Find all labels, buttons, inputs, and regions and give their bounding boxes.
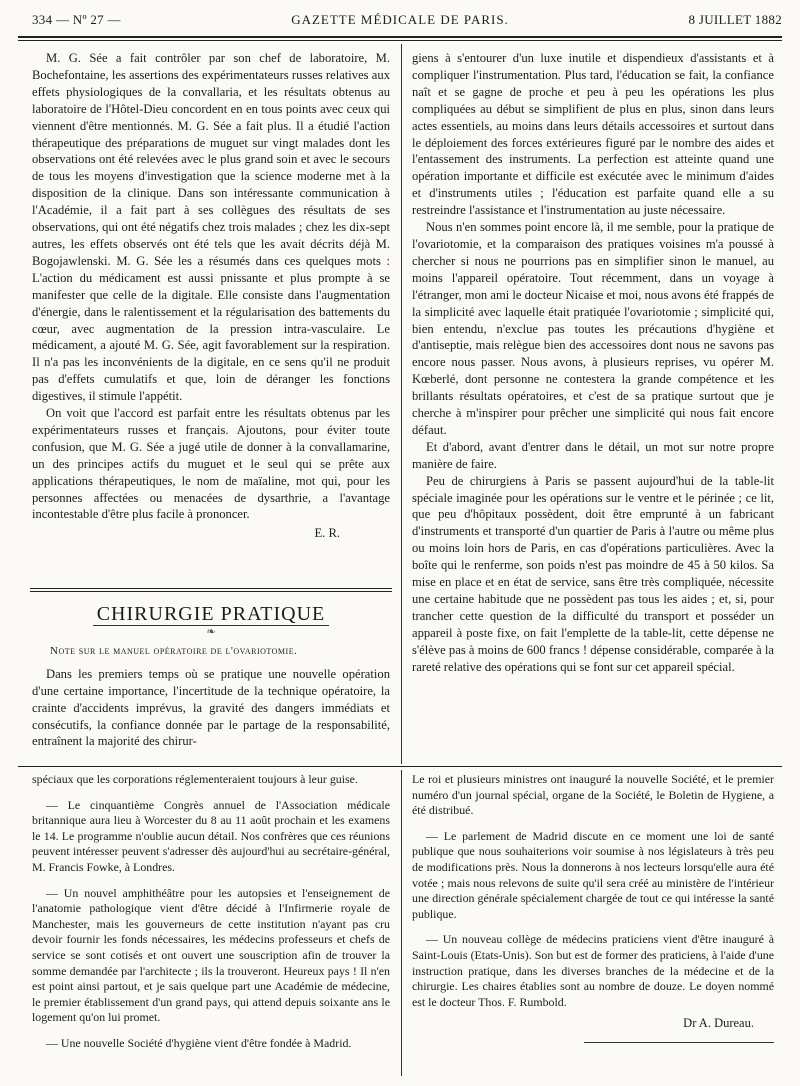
- header-rule-thin: [18, 40, 782, 41]
- article-paragraph: Dans les premiers temps où se pratique une nouvelle opération d'une certaine importance, l'incertitude de la technique opératoire, la crainte d'accidents imprévus, la gravité des dangers immédiats et consécutifs, la confiance donnée par le partage de la responsabilité, entraînent la majorité des chirur-: [32, 666, 390, 749]
- news-paragraph: spéciaux que les corporations réglementeraient toujours à leur guise.: [32, 772, 358, 786]
- news-item: — Un nouvel amphithéâtre pour les autopsies et l'enseignement de l'anatomie pathologique vient d'être décidé à l'Infirmerie royale de Manchester, mais les gouverneurs de cette institution n'ayant pas cru devoir fournir les fonds nécessaires, les médecins professeurs et chefs de service se sont cotisés et ont ouvert une souscription afin de trouver la somme demandée par l'architecte ; ils la trouveront. Heureux pays ! Il n'en est point ainsi partout, et je sais quelque part une Académie de médecine, le premier établissement d'un grand pays, qui attend depuis soixante ans le logement qu'on lui promet.: [32, 885, 390, 1025]
- page-number: 334 — Nº 27 —: [32, 12, 121, 27]
- article-paragraph: Nous n'en sommes point encore là, il me semble, pour la pratique de l'ovariotomie, et la comparaison des pratiques voisines m'a poussé à chercher si nous ne pourrions pas en simplifier sinon le manuel, au moins l'appareil opératoire. Tout récemment, dans un voyage à l'étranger, mon ami le docteur Nicaise et moi, nous avons été frappés de la simplicité avec laquelle était pratiquée l'ovariotomie ; simplicité qui, bien entendu, n'exclue pas toutes les précautions d'hygiène et d'antiseptie, mais relègue bien des accessoires dont nous ne savons pas encore nous passer. Nous avons, à plusieurs reprises, vu opérer M. Kœberlé, dont personne ne contestera la grande compétence et les brillants résultats opératoires, et c'est de sa pratique surtout que je cherche à m'inspirer pour prêcher une simplicité qui nous fait encore défaut.: [412, 220, 774, 437]
- author-signature: Dr A. Dureau.: [683, 1016, 754, 1031]
- right-column-top: [412, 50, 774, 676]
- header-rule: [18, 36, 782, 38]
- news-item: — Le cinquantième Congrès annuel de l'Association médicale britannique aura lieu à Worcester du 8 au 11 août prochain et les examens le 14. Le programme n'oublie aucun détail. Nos confrères que ces réunions peuvent intéresser peuvent s'adresser dès aujourd'hui au secrétaire-général, M. Francis Fowke, à Londres.: [32, 797, 390, 874]
- issue-date: 8 JUILLET 1882: [688, 12, 782, 27]
- end-rule: [584, 1042, 774, 1043]
- article-paragraph: giens à s'entourer d'un luxe inutile et dispendieux d'assistants et à compliquer l'instrumentation. Plus tard, l'éducation se fait, la confiance naît et se gagne de proche et peu à peu les opérations les plus compliquées au début se simplifient de plus en plus, sinon dans leurs actes essentiels, au moins dans leurs détails accessoires et surtout dans le déploiement des forces extérieures figuré par le nombre des aides et l'entassement des instruments. La perfection est atteinte quand une opération importante et difficile est exécutée avec le minimum d'aides et d'instruments utiles ; l'éducation est parfaite quand elle a su restreindre l'assistance et l'instrumentation au juste nécessaire.: [412, 51, 774, 218]
- article-paragraph: On voit que l'accord est parfait entre les résultats obtenus par les expérimentateurs russes et français. Ajoutons, pour éviter toute confusion, que M. G. Sée a jugé utile de donner à la convallamarine, un des principes actifs du muguet et le seul qui se prête aux applications thérapeutiques, le nom de maïaline, mot qui, pour les personnes affectées ou menacées de dysarthrie, a l'avantage incontestable d'être plus facile à prononcer.: [32, 406, 390, 522]
- journal-title: GAZETTE MÉDICALE DE PARIS.: [291, 12, 509, 27]
- ornament-icon: ❧: [206, 625, 216, 638]
- news-item: — Le parlement de Madrid discute en ce moment une loi de santé publique que nous souhaiterions voir soumise à nos législateurs à très peu de modifications près. Nous la donnerons à nos lecteurs lorsqu'elle aura été votée ; mais nous relevons de suite qu'il sera créé au ministère de l'intérieur une direction générale spécialement chargée de tout ce qui intéresse la santé publique.: [412, 828, 774, 921]
- left-column-bottom: [32, 772, 390, 1056]
- column-divider-bottom: [401, 770, 402, 1076]
- page-header: [18, 8, 782, 34]
- article-paragraph: M. G. Sée a fait contrôler par son chef de laboratoire, M. Bochefontaine, les assertions des expérimentateurs russes relatives aux effets physiologiques de la convallaria, et les résultats obtenus au laboratoire de l'Hôtel-Dieu concordent en en tous points avec ceux qui viennent d'être mentionnés. M. G. Sée a fait plus. Il a étudié l'action thérapeutique des préparations de muguet sur vingt malades dont les observations ont été relevées avec le plus grand soin et avec le secours de tous les moyens d'investigation que la science moderne met à la disposition de la clinique. Dans son intéressante communication à l'Académie, il a fait part à ses collègues des résultats de ses observations, qui ont été négatifs chez trois malades ; chez les dix-sept autres, les effets observés ont été tels que les avait décrits déjà M. Bogojawlenski. M. G. Sée les a résumés dans ces quelques mots : L'action du médicament est aussi pnissante et plus prompte à se manifester que celle de la digitale. Elle consiste dans l'augmentation d'énergie, dans le ralentissement et la régularisation des battements du cœur, avec augmentation de la pression intra-vasculaire. Le médicament, a ajouté M. G. Sée, agit favorablement sur la respiration. Il n'a pas les inconvénients de la digitale, en ce sens qu'il ne produit pas d'effets cumulatifs et que, loin de déranger les fonctions digestives, il stimule l'appétit.: [32, 51, 390, 404]
- section-rule-2: [30, 591, 392, 592]
- section-rule: [30, 588, 392, 589]
- lower-band-rule: [18, 766, 782, 767]
- section-title: CHIRURGIE PRATIQUE: [32, 606, 390, 623]
- article-paragraph: Et d'abord, avant d'entrer dans le détail, un mot sur notre propre manière de faire.: [412, 439, 774, 471]
- section-subtitle: Note sur le manuel opératoire de l'ovariotomie.: [50, 644, 298, 657]
- column-divider-top: [401, 44, 402, 764]
- news-item: — Une nouvelle Société d'hygiène vient d'être fondée à Madrid.: [46, 1035, 352, 1050]
- right-column-bottom: [412, 772, 774, 1043]
- left-column-top: [32, 50, 390, 542]
- article-paragraph: Peu de chirurgiens à Paris se passent aujourd'hui de la table-lit spéciale imaginée pour les opérations sur le ventre et le périnée ; ce lit, que peu d'hôpitaux possèdent, doit être emprunté à un fabricant d'instruments et transporté d'un quartier de Paris à l'autre ou même plus ou moins loin hors de Paris, en cas d'opérations particulières. Avec la boîte qui le renferme, son poids n'est pas moindre de 45 à 50 kilos. Sa mise en place et en état de service, sans être très compliquée, nécessite une certaine habitude que ne possèdent pas tous les aides ; et, si, pour trancher cette question de la difficulté du transport et posséder un appareil à poste fixe, on fait l'emplette de la table-lit, cette dépense ne s'élève pas à moins de 600 francs ! dépense considérable, comparée à la rareté relative des opérations qui se font sur cet appareil spécial.: [412, 473, 774, 674]
- article-signature: E. R.: [314, 526, 340, 541]
- surgery-section: [32, 600, 390, 750]
- news-item: — Un nouveau collège de médecins praticiens vient d'être inauguré à Saint-Louis (Etats-Unis). Son but est de former des praticiens, à l'aide d'une instruction pratique, dans les diverses branches de la médecine et de la chirurgie. Les chaires établies sont au nombre de douze. Le doyen nommé est le docteur Thos. F. Rumbold.: [412, 932, 774, 1009]
- news-paragraph: Le roi et plusieurs ministres ont inauguré la nouvelle Société, et le premier numéro d'un journal spécial, organe de la Société, le Boletin de Hygiene, a été distribué.: [412, 772, 774, 818]
